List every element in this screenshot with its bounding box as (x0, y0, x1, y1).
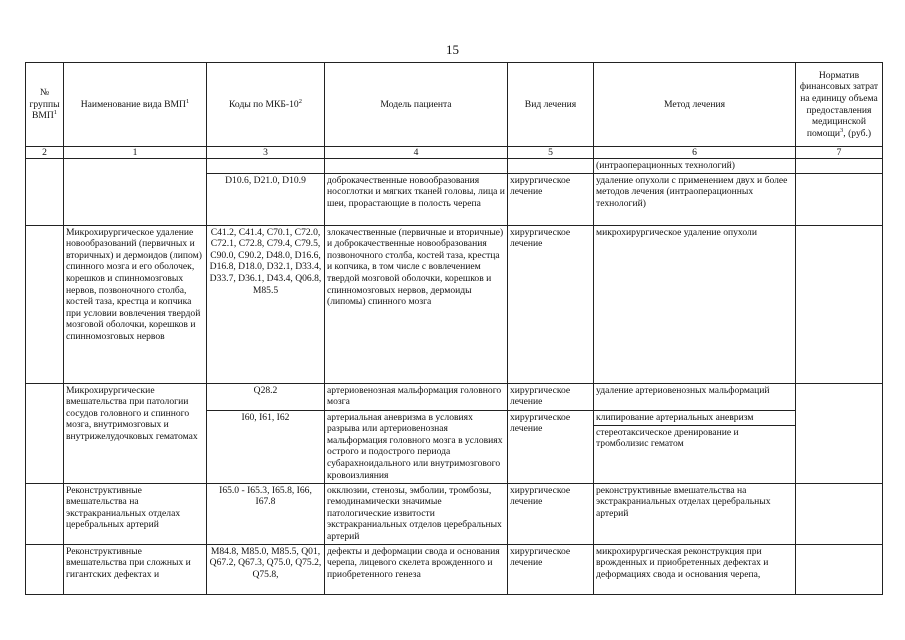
cell-method: (интраоперационных технологий) (594, 159, 796, 174)
col-number: 4 (325, 147, 508, 159)
cell-norm (796, 225, 883, 383)
cell-norm (796, 383, 883, 483)
cell-codes: D10.6, D21.0, D10.9 (207, 173, 325, 225)
cell-norm (796, 544, 883, 594)
cell-model: окклюзии, стенозы, эмболии, тромбозы, гемодинамически значимые патологические извитости экстракраниальных отделов церебральных артерий (325, 483, 508, 544)
cell-model (325, 159, 508, 174)
cell-name (64, 159, 207, 174)
cell-method: удаление артериовенозных мальформаций (594, 383, 796, 410)
cell-type: хирургическое лечение (508, 483, 594, 544)
numbering-row (26, 147, 883, 159)
cell-group (26, 383, 64, 483)
vmp-table (25, 62, 883, 595)
cell-norm (796, 159, 883, 174)
cell-group (26, 159, 64, 174)
col-number: 2 (26, 147, 64, 159)
cell-codes (207, 159, 325, 174)
header-row (26, 63, 883, 147)
cell-method: удаление опухоли с применением двух и более методов лечения (интраоперационных технологий) (594, 173, 796, 225)
header-method: Метод лечения (594, 63, 796, 147)
cell-type: хирургическое лечение (508, 410, 594, 483)
cell-norm (796, 483, 883, 544)
col-number: 5 (508, 147, 594, 159)
cell-model: доброкачественные новообразования носоглотки и мягких тканей головы, лица и шеи, прорастающие в полость черепа (325, 173, 508, 225)
cell-name: Реконструктивные вмешательства на экстракраниальных отделах церебральных артерий (64, 483, 207, 544)
col-number: 3 (207, 147, 325, 159)
col-number: 7 (796, 147, 883, 159)
cell-codes: I65.0 - I65.3, I65.8, I66, I67.8 (207, 483, 325, 544)
table-row (26, 225, 883, 383)
header-name: Наименование вида ВМП$^1$ (64, 63, 207, 147)
cell-group (26, 225, 64, 383)
table-row (26, 483, 883, 544)
header-group: № группы ВМП$^1$ (26, 63, 64, 147)
page-number: 15 (446, 42, 459, 57)
cell-name: Микрохирургическое удаление новообразований (первичных и вторичных) и дермоидов (липом) спинного мозга и его оболочек, корешков и спинномозговых нервов, позвоночного столба, костей таза, крестца и копчика при условии вовлечения твердой мозговой оболочки, корешков и спинномозговых нервов (64, 225, 207, 383)
header-type: Вид лечения (508, 63, 594, 147)
cell-codes: Q28.2 (207, 383, 325, 410)
cell-type: хирургическое лечение (508, 544, 594, 594)
header-norm: Норматив финансовых затрат на единицу объема предоставления медицинской помощи$^3$, (руб.) (796, 63, 883, 147)
cell-group (26, 483, 64, 544)
table-row (26, 173, 883, 225)
cell-model: артериальная аневризма в условиях разрыва или артериовенозная мальформация головного мозга в условиях острого и подострого периода субарахноидального или внутримозгового кровоизлияния (325, 410, 508, 483)
cell-method: реконструктивные вмешательства на экстракраниальных отделах церебральных артерий (594, 483, 796, 544)
header-model: Модель пациента (325, 63, 508, 147)
cell-method: клипирование артериальных аневризм (594, 410, 796, 425)
cell-name (64, 173, 207, 225)
cell-norm (796, 173, 883, 225)
cell-codes: M84.8, M85.0, M85.5, Q01, Q67.2, Q67.3, Q75.0, Q75.2, Q75.8, (207, 544, 325, 594)
cell-name: Микрохирургические вмешательства при патологии сосудов головного и спинного мозга, внутримозговых и внутрижелудочковых гематомах (64, 383, 207, 483)
cell-type: хирургическое лечение (508, 225, 594, 383)
col-number: 6 (594, 147, 796, 159)
cell-name: Реконструктивные вмешательства при сложных и гигантских дефектах и (64, 544, 207, 594)
cell-model: артериовенозная мальформация головного мозга (325, 383, 508, 410)
cell-codes: I60, I61, I62 (207, 410, 325, 483)
cell-type: хирургическое лечение (508, 383, 594, 410)
cell-type: хирургическое лечение (508, 173, 594, 225)
table-row (26, 383, 883, 410)
cell-model: дефекты и деформации свода и основания черепа, лицевого скелета врожденного и приобретенного генеза (325, 544, 508, 594)
cell-codes: C41.2, C41.4, C70.1, C72.0, C72.1, C72.8, C79.4, C79.5, C90.0, C90.2, D48.0, D16.6, D16.8, D18.0, D32.1, D33.4, D33.7, D36.1, D43.4, Q06.8, M85.5 (207, 225, 325, 383)
cell-model: злокачественные (первичные и вторичные) и доброкачественные новообразования позвоночного столба, костей таза, крестца и копчика, в том числе с вовлечением твердой мозговой оболочки, корешков и спинномозговых нервов, дермоиды (липомы) спинного мозга (325, 225, 508, 383)
cell-type (508, 159, 594, 174)
cell-method: стереотаксическое дренирование и тромболизис гематом (594, 425, 796, 483)
table-row (26, 159, 883, 174)
cell-group (26, 173, 64, 225)
cell-method: микрохирургическое удаление опухоли (594, 225, 796, 383)
cell-group (26, 544, 64, 594)
table-row (26, 544, 883, 594)
header-codes: Коды по МКБ-$10^2$ (207, 63, 325, 147)
col-number: 1 (64, 147, 207, 159)
cell-method: микрохирургическая реконструкция при врожденных и приобретенных дефектах и деформациях свода и основания черепа, (594, 544, 796, 594)
